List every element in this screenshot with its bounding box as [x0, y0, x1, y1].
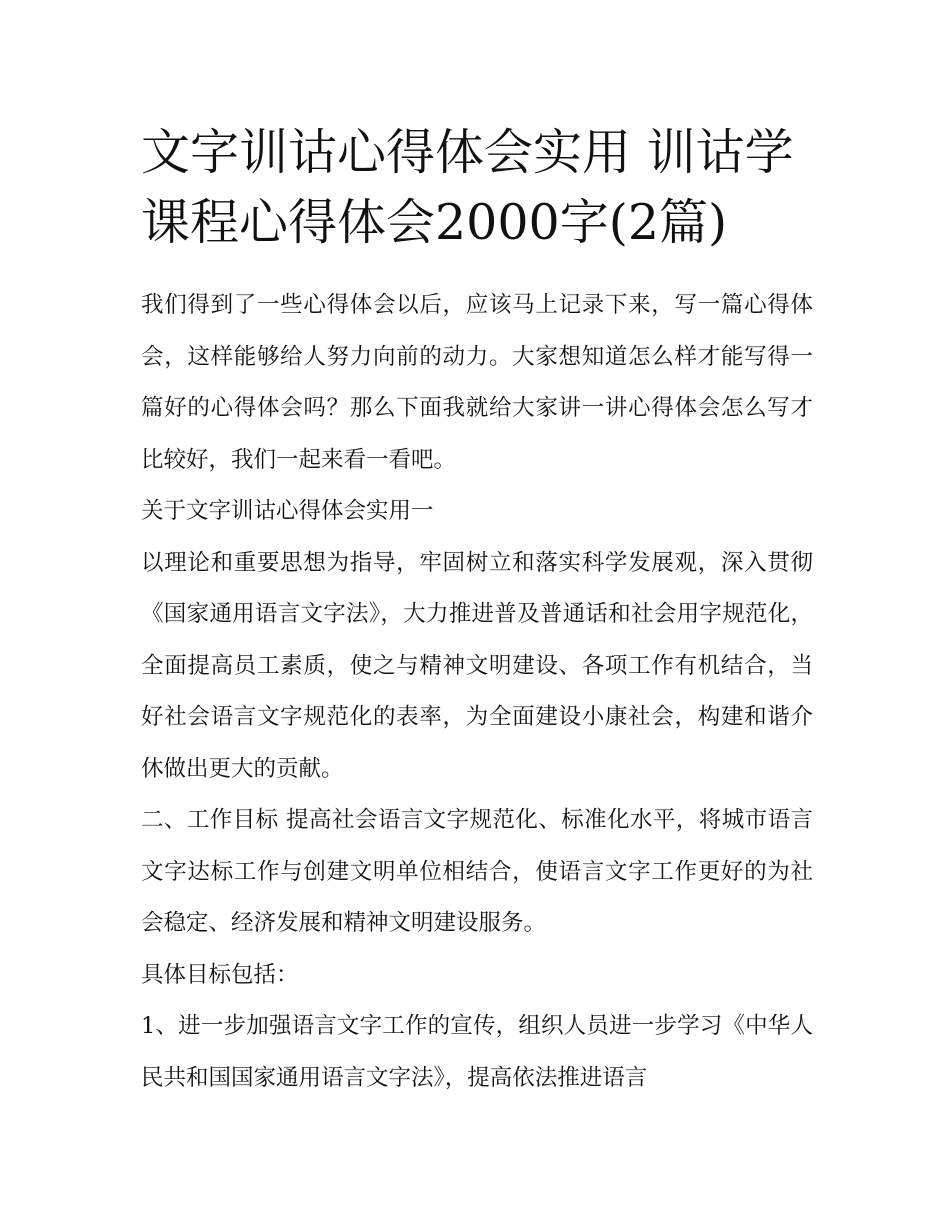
paragraph-intro: 我们得到了一些心得体会以后，应该马上记录下来，写一篇心得体会，这样能够给人努力向前的动力。大家想知道怎么样才能写得一篇好的心得体会吗？那么下面我就给大家讲一讲心得体会怎么写才比较好，我们一起来看一看吧。: [141, 292, 813, 473]
paragraph-item-1: 1、进一步加强语言文字工作的宣传，组织人员进一步学习《中华人民共和国国家通用语言文字法》，提高依法推进语言: [141, 1013, 813, 1091]
document-body: [141, 118, 813, 1104]
document-title: 文字训诂心得体会实用 训诂学课程心得体会2000字(2篇): [141, 124, 794, 251]
paragraph-specific-goals: 具体目标包括：: [141, 961, 299, 988]
paragraph-section-heading: 关于文字训诂心得体会实用一: [141, 498, 434, 524]
paragraph-work-goal: 二、工作目标 提高社会语言文字规范化、标准化水平，将城市语言文字达标工作与创建文明单位相结合，使语言文字工作更好的为社会稳定、经济发展和精神文明建设服务。: [141, 807, 813, 936]
paragraph-guideline: 以理论和重要思想为指导，牢固树立和落实科学发展观，深入贯彻《国家通用语言文字法》，大力推进普及普通话和社会用字规范化，全面提高员工素质，使之与精神文明建设、各项工作有机结合，当好社会语言文字规范化的表率，为全面建设小康社会，构建和谐介休做出更大的贡献。: [141, 549, 813, 782]
